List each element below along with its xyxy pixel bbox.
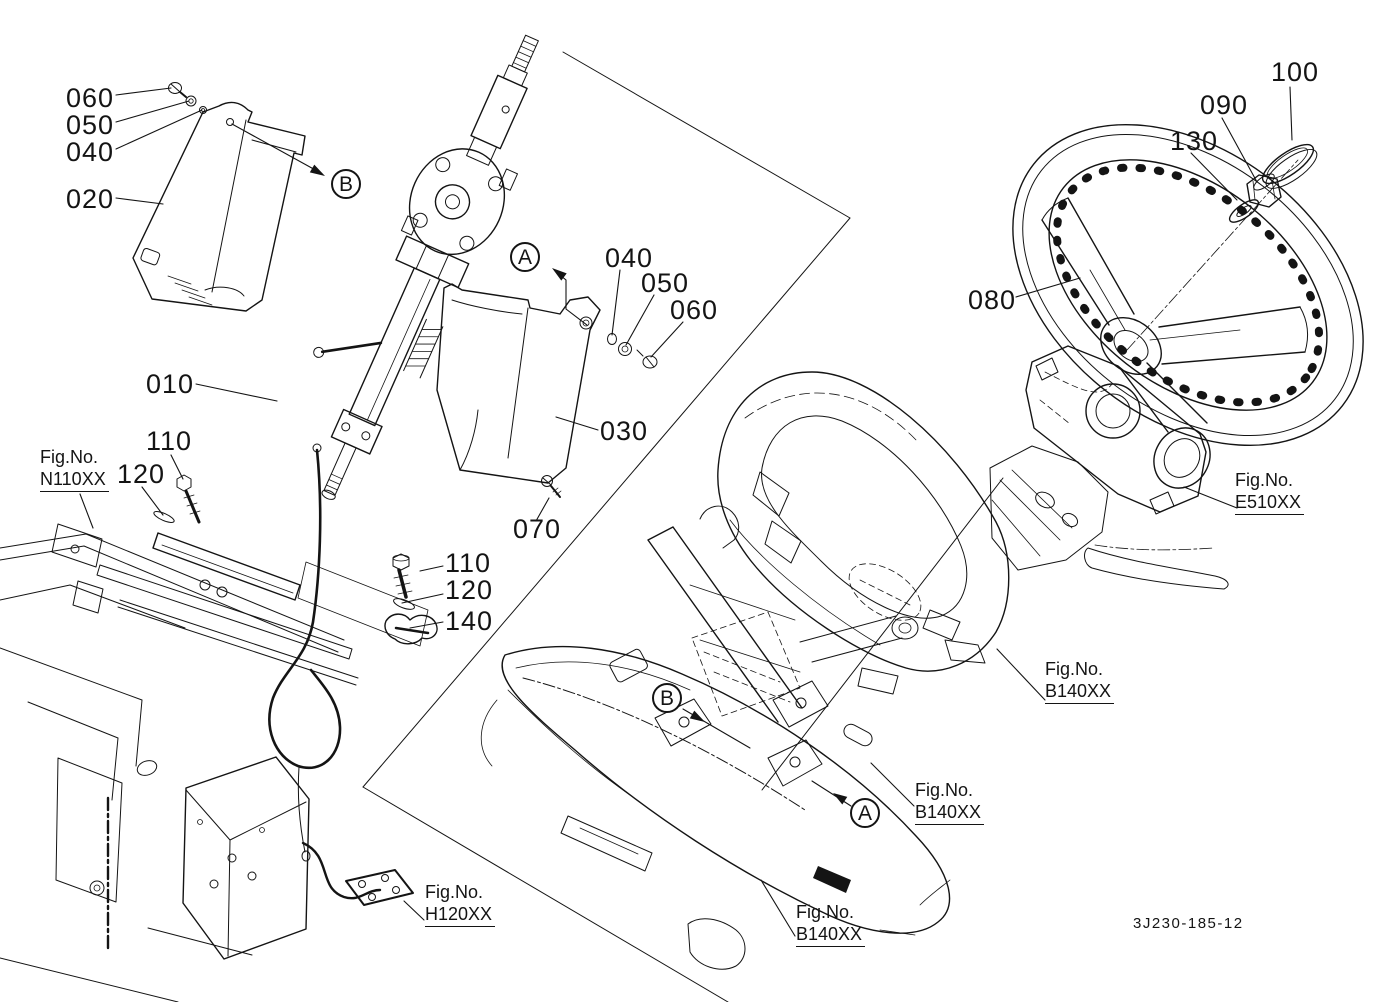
fig-ref-code: B140XX — [1045, 680, 1114, 704]
part-callout-050-left: 050 — [66, 110, 115, 140]
fig-ref-b140xx-left — [915, 779, 984, 825]
part-callout-030: 030 — [600, 416, 649, 446]
part-callout-040-mid: 040 — [605, 243, 654, 273]
fig-ref-code: E510XX — [1235, 491, 1304, 515]
switch-lever-art — [990, 446, 1228, 589]
fig-ref-prefix: Fig.No. — [915, 780, 974, 800]
fasteners-top-left-art — [169, 83, 207, 114]
fig-ref-b140xx-right — [1045, 658, 1114, 704]
part-callout-020: 020 — [66, 184, 115, 214]
drawing-number: 3J230-185-12 — [1133, 915, 1244, 932]
view-marker-arrows — [310, 165, 848, 805]
instrument-panel-upper-art — [718, 372, 1009, 694]
view-marker-b-lower: B — [652, 683, 682, 713]
column-cover-lh-020-art — [133, 103, 305, 311]
fig-ref-code: H120XX — [425, 903, 495, 927]
fig-ref-code: N110XX — [40, 468, 109, 492]
part-callout-090: 090 — [1200, 90, 1249, 120]
column-mount-plates-art — [97, 533, 428, 685]
fig-ref-e510xx — [1235, 469, 1304, 515]
part-callout-120-left: 120 — [117, 459, 166, 489]
fig-ref-code: B140XX — [915, 801, 984, 825]
fig-ref-prefix: Fig.No. — [796, 902, 855, 922]
chassis-frame-art — [0, 524, 413, 1002]
view-marker-a-middle: A — [510, 242, 540, 272]
fig-ref-h120xx — [425, 881, 495, 927]
boundary-lines — [363, 52, 1003, 1002]
fig-ref-n110xx — [40, 446, 109, 492]
part-callout-070: 070 — [513, 514, 562, 544]
part-callout-010: 010 — [146, 369, 195, 399]
lower-cowl-art — [481, 647, 950, 970]
fig-ref-prefix: Fig.No. — [1045, 659, 1104, 679]
bolt-110-middle-art — [385, 554, 437, 644]
column-holder-e510-art — [1026, 346, 1221, 514]
fig-ref-code: B140XX — [796, 923, 865, 947]
column-cover-rh-030-art — [437, 284, 600, 483]
part-callout-130: 130 — [1170, 126, 1219, 156]
nut-090-art — [1247, 171, 1281, 207]
part-callout-110-left: 110 — [146, 426, 193, 456]
panel-stay-art — [648, 506, 918, 786]
fig-ref-b140xx-bottom — [796, 901, 865, 947]
part-callout-110-mid: 110 — [445, 548, 492, 578]
part-callout-060-mid: 060 — [670, 295, 719, 325]
part-callout-050-mid: 050 — [641, 268, 690, 298]
part-callout-060-left: 060 — [66, 83, 115, 113]
view-marker-a-lower: A — [850, 798, 880, 828]
part-callout-140: 140 — [445, 606, 494, 636]
fig-ref-prefix: Fig.No. — [40, 447, 99, 467]
fig-ref-prefix: Fig.No. — [1235, 470, 1294, 490]
fig-ref-prefix: Fig.No. — [425, 882, 484, 902]
view-marker-b-top: B — [331, 169, 361, 199]
leader-lines — [80, 87, 1292, 936]
part-callout-040-left: 040 — [66, 137, 115, 167]
part-callout-120-mid: 120 — [445, 575, 494, 605]
part-callout-100: 100 — [1271, 57, 1320, 87]
part-callout-080: 080 — [968, 285, 1017, 315]
